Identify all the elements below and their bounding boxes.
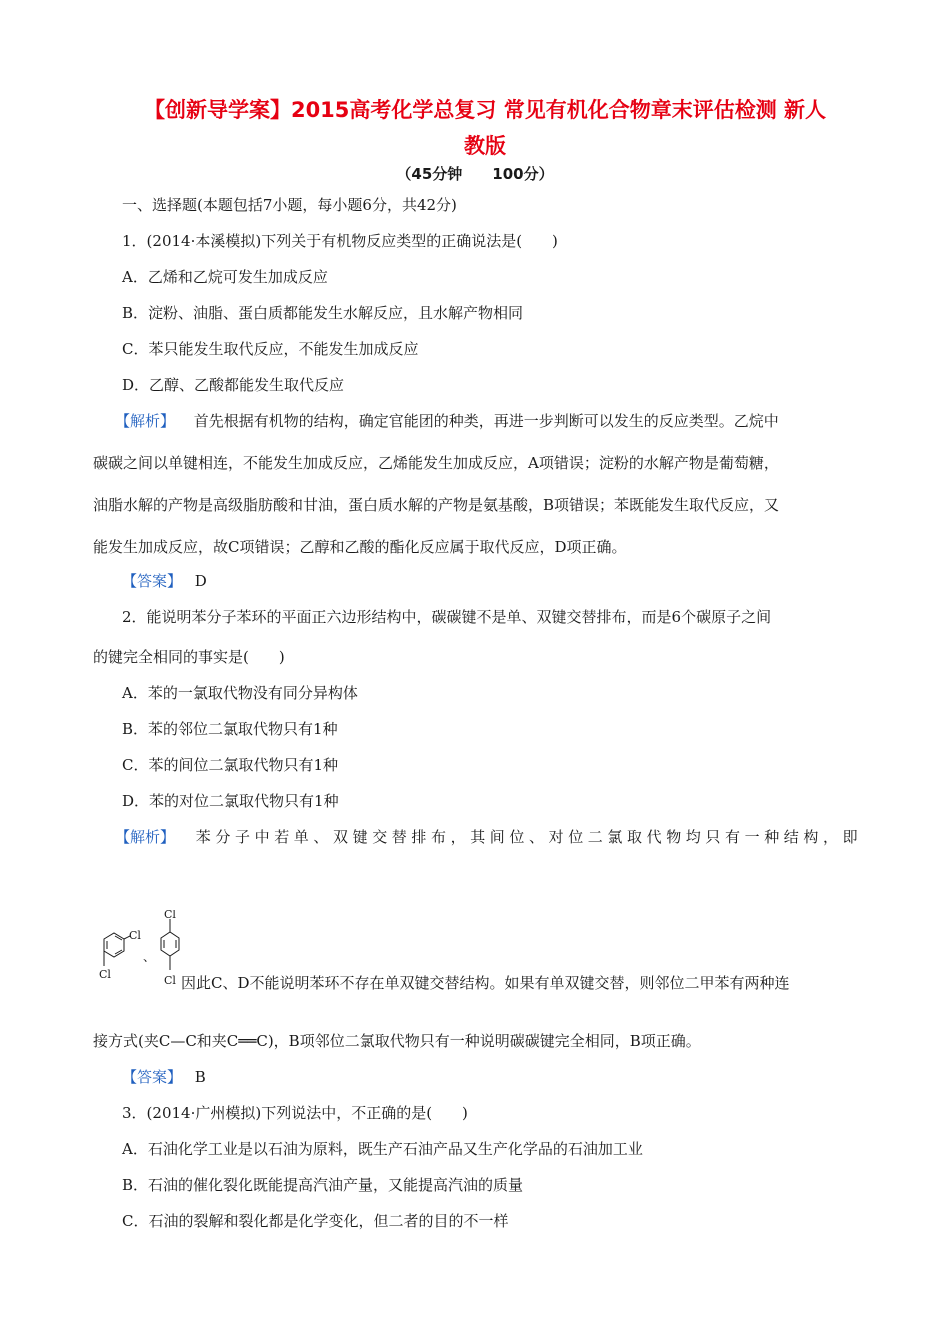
q2-stem-line-1: 2．能说明苯分子苯环的平面正六边形结构中，碳碳键不是单、双键交替排布，而是6个碳原子之间: [122, 608, 772, 626]
q1-option-a: A．乙烯和乙烷可发生加成反应: [122, 268, 328, 286]
p-cl-label-2: Cl: [164, 974, 176, 987]
q3-option-b: B．石油的催化裂化既能提高汽油产量，又能提高汽油的质量: [122, 1176, 524, 1194]
q2-analysis-line-3: 接方式(夹C—C和夹C══C)，B项邻位二氯取代物只有一种说明碳碳键完全相同，B项正确。: [93, 1032, 701, 1050]
q1-answer: 【答案】 D: [122, 572, 207, 590]
q1-stem: 1．(2014·本溪模拟)下列关于有机物反应类型的正确说法是( ): [122, 232, 558, 250]
document-title: [95, 92, 875, 164]
q2-analysis-line-2: 因此C、D不能说明苯环不存在单双键交替结构。如果有单双键交替，则邻位二甲苯有两种连: [181, 974, 790, 992]
q3-stem: 3．(2014·广州模拟)下列说法中，不正确的是( ): [122, 1104, 468, 1122]
q2-option-b: B．苯的邻位二氯取代物只有1种: [122, 720, 338, 738]
analysis-tag: 【解析】: [115, 412, 176, 430]
q2-option-c: C．苯的间位二氯取代物只有1种: [122, 756, 339, 774]
q3-option-c: C．石油的裂解和裂化都是化学变化，但二者的目的不一样: [122, 1212, 509, 1230]
q1-option-d: D．乙醇、乙酸都能发生取代反应: [122, 376, 345, 394]
m-cl-label-1: Cl: [129, 929, 141, 942]
title-line-1: 【创新导学案】2015高考化学总复习 常见有机化合物章末评估检测 新人: [143, 98, 827, 122]
answer-tag: 【答案】: [122, 1068, 183, 1086]
q1-analysis-line-4: 能发生加成反应，故C项错误；乙醇和乙酸的酯化反应属于取代反应，D项正确。: [93, 538, 627, 556]
q2-option-d: D．苯的对位二氯取代物只有1种: [122, 792, 339, 810]
answer-tag: 【答案】: [122, 572, 183, 590]
structure-separator: 、: [143, 950, 156, 964]
q3-option-a: A．石油化学工业是以石油为原料，既生产石油产品又生产化学品的石油加工业: [122, 1140, 643, 1158]
dichlorobenzene-structures: [90, 910, 182, 992]
q1-analysis-line-2: 碳碳之间以单键相连，不能发生加成反应，乙烯能发生加成反应，A项错误；淀粉的水解产物是葡萄糖，: [93, 454, 779, 472]
q2-answer: 【答案】 B: [122, 1068, 206, 1086]
q2-option-a: A．苯的一氯取代物没有同分异构体: [122, 684, 358, 702]
q1-analysis-line-3: 油脂水解的产物是高级脂肪酸和甘油，蛋白质水解的产物是氨基酸，B项错误；苯既能发生取代反应，又: [93, 496, 780, 514]
title-line-2: 教版: [464, 134, 506, 158]
q1-option-c: C．苯只能发生取代反应，不能发生加成反应: [122, 340, 419, 358]
p-dichlorobenzene-structure: [161, 919, 179, 970]
m-dichlorobenzene-structure: [104, 933, 130, 966]
time-score-subtitle: （45分钟 100分）: [396, 165, 554, 183]
q2-stem-line-2: 的键完全相同的事实是( ): [93, 648, 285, 666]
q1-option-b: B．淀粉、油脂、蛋白质都能发生水解反应，且水解产物相同: [122, 304, 524, 322]
q1-analysis-line-1: 【解析】 首先根据有机物的结构，确定官能团的种类，再进一步判断可以发生的反应类型。乙烷中: [115, 412, 779, 430]
m-cl-label-2: Cl: [99, 968, 111, 981]
p-cl-label-1: Cl: [164, 910, 176, 921]
q2-analysis-line-1: 【解析】 苯分子中若单、双键交替排布，其间位、对位二氯取代物均只有一种结构，即: [115, 828, 863, 846]
analysis-tag: 【解析】: [115, 828, 176, 846]
section-heading: 一、选择题(本题包括7小题，每小题6分，共42分): [122, 196, 457, 214]
